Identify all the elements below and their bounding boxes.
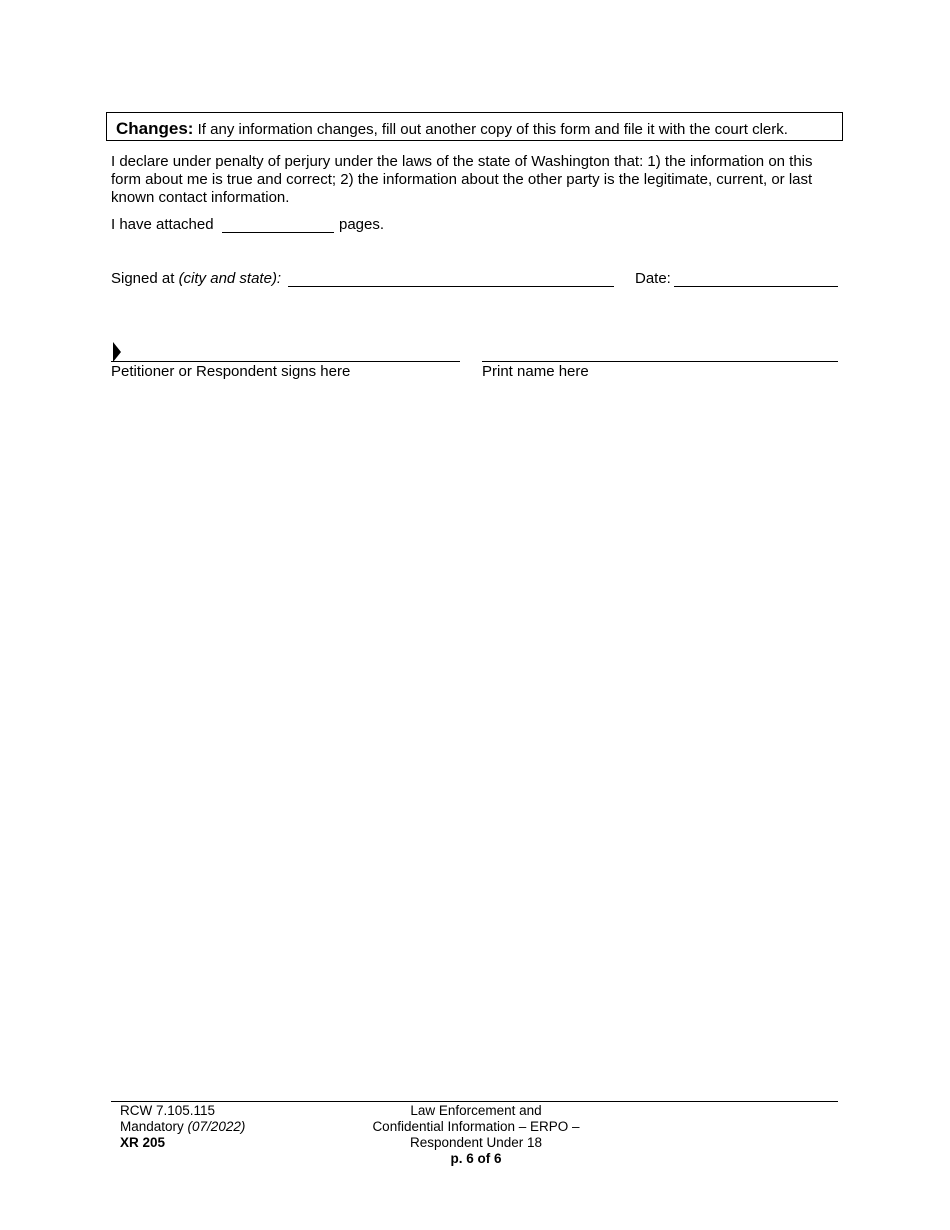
footer-left xyxy=(120,1103,320,1151)
changes-text: If any information changes, fill out another copy of this form and file it with the court clerk. xyxy=(193,121,788,138)
footer-statute: RCW 7.105.115 xyxy=(120,1103,216,1118)
attached-pages-label: I have attached xyxy=(111,216,214,233)
attached-pages-field[interactable] xyxy=(222,216,334,233)
footer-divider xyxy=(111,1101,838,1102)
footer-center xyxy=(346,1103,606,1167)
date-field[interactable] xyxy=(674,270,838,287)
footer-page-number: p. 6 of 6 xyxy=(450,1151,502,1166)
attached-pages-suffix: pages. xyxy=(339,216,385,233)
footer-title-line3: Respondent Under 18 xyxy=(409,1135,543,1150)
signed-at-label: Signed at (city and state): xyxy=(111,270,282,287)
print-name-field[interactable] xyxy=(482,345,838,362)
footer-form-number: XR 205 xyxy=(120,1135,166,1150)
signed-at-hint: (city and state): xyxy=(178,270,282,287)
perjury-declaration: I declare under penalty of perjury under the laws of the state of Washington that: 1) the information on this form about me is true and correct; 2) the information about the other party is the legitimate, current, or last known contact information. xyxy=(111,153,813,206)
changes-notice-box xyxy=(106,112,843,141)
city-state-field[interactable] xyxy=(288,270,614,287)
footer-mandatory: Mandatory (07/2022) xyxy=(120,1119,246,1134)
changes-label: Changes: xyxy=(116,119,194,138)
date-label: Date: xyxy=(635,270,671,287)
footer-title-line1: Law Enforcement and xyxy=(410,1103,542,1118)
signature-field[interactable] xyxy=(111,345,460,362)
footer-title-line2: Confidential Information – ERPO – xyxy=(372,1119,580,1134)
signer-label: Petitioner or Respondent signs here xyxy=(111,363,351,380)
print-name-label: Print name here xyxy=(482,363,589,380)
